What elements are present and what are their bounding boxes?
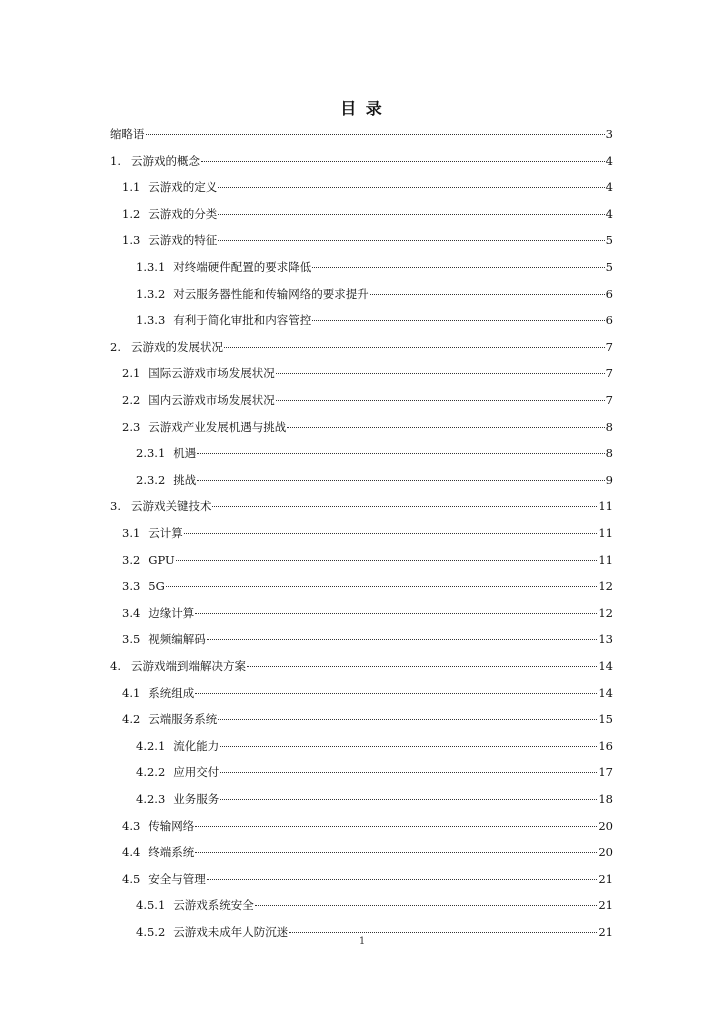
toc-entry-label: 国际云游戏市场发展状况 bbox=[148, 366, 275, 381]
toc-entry-number: 4.2.3 bbox=[136, 792, 166, 806]
toc-entry-label: 终端系统 bbox=[148, 845, 195, 860]
toc-entry[interactable] bbox=[110, 656, 613, 676]
toc-entry-number: 3.5 bbox=[122, 632, 141, 647]
toc-dot-leader bbox=[218, 719, 597, 720]
toc-entry-number: 4.5.1 bbox=[136, 898, 166, 913]
toc-entry-number: 4.3 bbox=[122, 818, 141, 833]
toc-entry[interactable] bbox=[136, 895, 613, 915]
toc-entry[interactable] bbox=[122, 417, 613, 437]
toc-entry-label: 云游戏的概念 bbox=[130, 153, 200, 168]
toc-entry[interactable] bbox=[122, 869, 613, 889]
toc-dot-leader bbox=[370, 294, 605, 295]
toc-entry-page: 8 bbox=[605, 419, 613, 434]
toc-entry[interactable] bbox=[122, 177, 613, 197]
toc-dot-leader bbox=[207, 639, 598, 640]
toc-entry-page: 14 bbox=[598, 685, 613, 700]
toc-entry-number: 4. bbox=[110, 659, 121, 673]
toc-entry-page: 6 bbox=[605, 313, 613, 328]
toc-entry[interactable] bbox=[136, 789, 613, 809]
toc-dot-leader bbox=[176, 560, 598, 561]
toc-entry-page: 8 bbox=[605, 446, 613, 461]
toc-entry-number: 2.3.2 bbox=[136, 472, 166, 487]
toc-dot-leader bbox=[289, 932, 597, 933]
toc-entry-label: 云游戏关键技术 bbox=[130, 499, 212, 514]
toc-entry-number: 4.2 bbox=[122, 712, 141, 727]
toc-entry[interactable] bbox=[122, 709, 613, 729]
toc-entry-page: 11 bbox=[598, 499, 613, 514]
toc-entry-page: 15 bbox=[598, 712, 613, 727]
toc-dot-leader bbox=[195, 852, 597, 853]
toc-entry[interactable] bbox=[122, 683, 613, 703]
toc-entry[interactable] bbox=[110, 496, 613, 516]
toc-dot-leader bbox=[218, 214, 604, 215]
toc-entry-number: 4.2.1 bbox=[136, 738, 166, 753]
toc-entry-number: 2.2 bbox=[122, 393, 141, 407]
toc-entry-page: 14 bbox=[598, 659, 613, 673]
toc-dot-leader bbox=[287, 427, 604, 428]
toc-entry-number: 2. bbox=[110, 339, 121, 354]
toc-dot-leader bbox=[207, 879, 598, 880]
toc-entry-number: 3. bbox=[110, 499, 121, 514]
toc-entry[interactable] bbox=[122, 842, 613, 862]
toc-dot-leader bbox=[218, 187, 604, 188]
toc-entry-number: 4.5 bbox=[122, 871, 141, 886]
toc-entry-label: 边缘计算 bbox=[148, 605, 195, 620]
toc-entry-label: 云游戏的发展状况 bbox=[130, 339, 223, 354]
toc-dot-leader bbox=[195, 826, 597, 827]
toc-entry[interactable] bbox=[136, 470, 613, 490]
toc-entry[interactable] bbox=[122, 390, 613, 410]
toc-entry-page: 5 bbox=[605, 233, 613, 248]
toc-dot-leader bbox=[276, 400, 605, 401]
toc-dot-leader bbox=[220, 772, 597, 773]
toc-entry-label: GPU bbox=[148, 552, 175, 567]
toc-entry-number: 2.1 bbox=[122, 366, 141, 381]
toc-entry-number: 3.4 bbox=[122, 605, 141, 620]
toc-entry-page: 7 bbox=[605, 366, 613, 381]
toc-entry-label: 业务服务 bbox=[173, 792, 220, 806]
toc-entry-page: 21 bbox=[598, 925, 613, 939]
toc-entry[interactable] bbox=[136, 762, 613, 782]
page-title: 目 录 bbox=[340, 99, 384, 118]
toc-dot-leader bbox=[255, 905, 598, 906]
toc-entry-number: 3.3 bbox=[122, 579, 141, 594]
toc-entry-page: 12 bbox=[598, 579, 613, 594]
toc-entry-page: 13 bbox=[598, 632, 613, 647]
toc-dot-leader bbox=[220, 799, 597, 800]
toc-entry-label: 缩略语 bbox=[110, 127, 145, 141]
toc-dot-leader bbox=[312, 267, 604, 268]
toc-entry-page: 12 bbox=[598, 605, 613, 620]
toc-entry-label: 系统组成 bbox=[148, 685, 195, 700]
toc-entry-label: 对云服务器性能和传输网络的要求提升 bbox=[173, 286, 369, 301]
toc-entry[interactable] bbox=[136, 736, 613, 756]
toc-entry-label: 有利于简化审批和内容管控 bbox=[173, 313, 312, 328]
toc-entry[interactable] bbox=[110, 337, 613, 357]
toc-entry-label: 云游戏产业发展机遇与挑战 bbox=[148, 419, 287, 434]
toc-entry-page: 7 bbox=[605, 339, 613, 354]
toc-dot-leader bbox=[195, 693, 597, 694]
toc-entry-label: 云端服务系统 bbox=[148, 712, 218, 727]
toc-entry[interactable] bbox=[110, 124, 613, 144]
toc-entry-label: 流化能力 bbox=[173, 738, 220, 753]
toc-entry-number: 4.2.2 bbox=[136, 765, 166, 780]
toc-entry-page: 4 bbox=[605, 180, 613, 195]
toc-entry-page: 11 bbox=[598, 552, 613, 567]
toc-entry-page: 6 bbox=[605, 286, 613, 301]
toc-entry-number: 2.3.1 bbox=[136, 446, 166, 461]
toc-entry-label: 传输网络 bbox=[148, 818, 195, 833]
toc-entry-number: 3.1 bbox=[122, 526, 141, 540]
toc-entry-label: 挑战 bbox=[173, 472, 197, 487]
toc-entry-page: 9 bbox=[605, 472, 613, 487]
toc-entry-page: 7 bbox=[605, 393, 613, 407]
toc-entry-label: 云游戏端到端解决方案 bbox=[130, 659, 246, 673]
toc-entry[interactable] bbox=[122, 576, 613, 596]
toc-entry-label: 机遇 bbox=[173, 446, 197, 461]
toc-dot-leader bbox=[212, 506, 597, 507]
toc-entry-page: 11 bbox=[598, 526, 613, 540]
toc-entry-label: 云游戏未成年人防沉迷 bbox=[173, 925, 289, 939]
toc-entry-number: 4.4 bbox=[122, 845, 141, 860]
toc-entry[interactable] bbox=[136, 284, 613, 304]
toc-entry-page: 21 bbox=[598, 871, 613, 886]
toc-entry-number: 3.2 bbox=[122, 552, 141, 567]
toc-dot-leader bbox=[197, 453, 604, 454]
toc-entry[interactable] bbox=[122, 603, 613, 623]
toc-entry-page: 3 bbox=[605, 127, 613, 141]
toc-entry-label: 5G bbox=[148, 579, 165, 594]
toc-entry[interactable] bbox=[122, 629, 613, 649]
toc-entry-number: 4.5.2 bbox=[136, 925, 166, 939]
toc-entry-label: 对终端硬件配置的要求降低 bbox=[173, 260, 312, 274]
toc-entry[interactable] bbox=[136, 443, 613, 463]
toc-entry[interactable] bbox=[122, 550, 613, 570]
toc-entry[interactable] bbox=[122, 204, 613, 224]
toc-entry-label: 安全与管理 bbox=[148, 871, 206, 886]
toc-entry[interactable] bbox=[122, 816, 613, 836]
toc-entry[interactable] bbox=[122, 230, 613, 250]
toc-entry-page: 17 bbox=[598, 765, 613, 780]
toc-entry-page: 20 bbox=[598, 818, 613, 833]
toc-entry-page: 21 bbox=[598, 898, 613, 913]
toc-entry-label: 云游戏的定义 bbox=[148, 180, 218, 195]
toc-dot-leader bbox=[197, 480, 604, 481]
toc-entry[interactable] bbox=[122, 523, 613, 543]
toc-dot-leader bbox=[224, 347, 605, 348]
toc-entry-number: 1.3.1 bbox=[136, 260, 166, 274]
toc-entry-page: 16 bbox=[598, 738, 613, 753]
toc-entry-label: 应用交付 bbox=[173, 765, 220, 780]
toc-entry[interactable] bbox=[122, 363, 613, 383]
toc-dot-leader bbox=[184, 533, 598, 534]
toc-entry[interactable] bbox=[136, 257, 613, 277]
toc-entry-page: 4 bbox=[605, 206, 613, 221]
toc-entry-page: 20 bbox=[598, 845, 613, 860]
toc-entry-number: 1.3.3 bbox=[136, 313, 166, 328]
toc-dot-leader bbox=[195, 613, 597, 614]
toc-entry-label: 国内云游戏市场发展状况 bbox=[148, 393, 275, 407]
toc-entry-number: 4.1 bbox=[122, 685, 141, 700]
toc-dot-leader bbox=[146, 134, 605, 135]
toc-entry-page: 4 bbox=[605, 153, 613, 168]
toc-entry[interactable] bbox=[110, 151, 613, 171]
toc-entry-label: 云游戏系统安全 bbox=[173, 898, 254, 913]
toc-entry-page: 5 bbox=[605, 260, 613, 274]
toc-dot-leader bbox=[276, 373, 605, 374]
toc-entry-number: 1.3 bbox=[122, 233, 141, 248]
toc-entry-number: 1.3.2 bbox=[136, 286, 166, 301]
toc-entry-label: 云计算 bbox=[148, 526, 183, 540]
toc-dot-leader bbox=[312, 320, 604, 321]
toc-dot-leader bbox=[247, 666, 597, 667]
toc-entry-number: 2.3 bbox=[122, 419, 141, 434]
toc-entry-label: 云游戏的特征 bbox=[148, 233, 218, 248]
page-number: 1 bbox=[358, 936, 366, 947]
toc-entry-number: 1.2 bbox=[122, 206, 141, 221]
toc-entry-page: 18 bbox=[598, 792, 613, 806]
toc-dot-leader bbox=[201, 161, 605, 162]
toc-entry[interactable] bbox=[136, 310, 613, 330]
toc-dot-leader bbox=[166, 586, 598, 587]
toc-entry-label: 云游戏的分类 bbox=[148, 206, 218, 221]
toc-dot-leader bbox=[218, 240, 604, 241]
toc-entry-label: 视频编解码 bbox=[148, 632, 206, 647]
toc-entry-number: 1.1 bbox=[122, 180, 141, 195]
toc-entry-number: 1. bbox=[110, 153, 121, 168]
toc-dot-leader bbox=[220, 746, 597, 747]
